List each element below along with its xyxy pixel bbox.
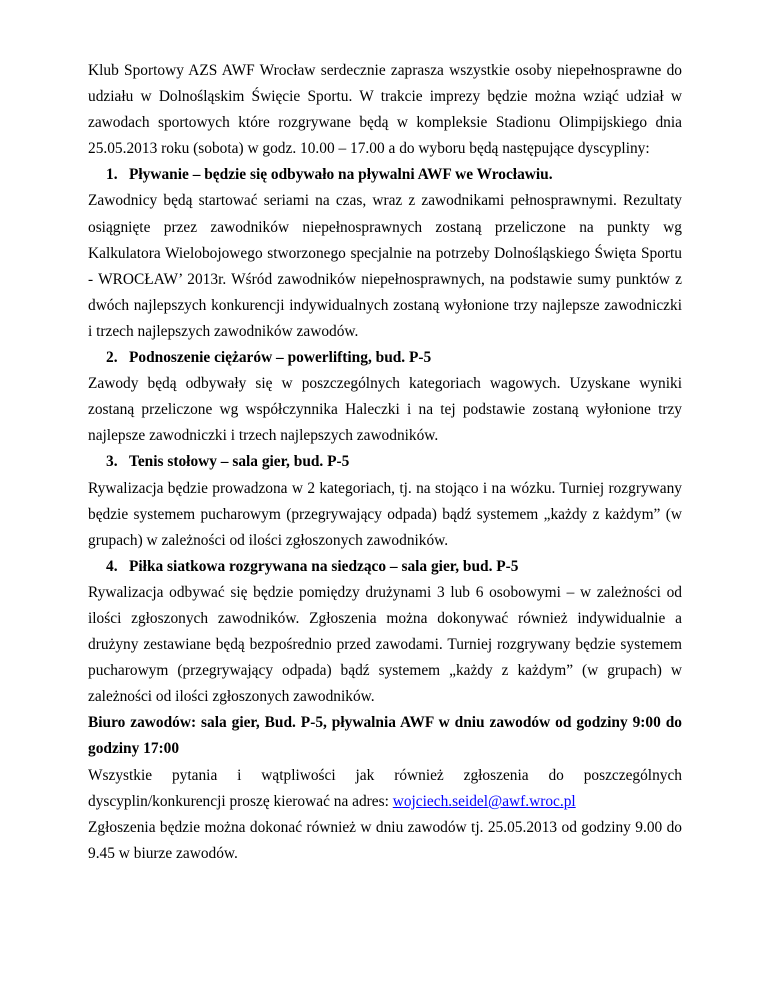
section-number: 4. (106, 557, 118, 575)
section-heading-sitting-volleyball (88, 554, 682, 580)
section-body-table-tennis: Rywalizacja będzie prowadzona w 2 kategoriach, tj. na stojąco i na wózku. Turniej rozgrywany będzie systemem pucharowym (przegrywający odpada) bądź systemem „każdy z każdym” (w grupach) w zależności od ilości zgłoszonych zawodników. (88, 479, 682, 549)
contact-text: Wszystkie pytania i wątpliwości jak również zgłoszenia do poszczególnych dyscyplin/konkurencji proszę kierować na adres: (88, 766, 682, 810)
section-body-powerlifting: Zawody będą odbywały się w poszczególnych kategoriach wagowych. Uzyskane wyniki zostaną przeliczone wg współczynnika Haleczki i na tej podstawie zostaną wyłonione trzy najlepsze zawodniczki i trzech najlepszych zawodników. (88, 375, 682, 445)
section-number: 2. (106, 349, 118, 367)
section-number: 3. (106, 453, 118, 471)
section-heading-powerlifting (88, 345, 682, 371)
section-title: Tenis stołowy – sala gier, bud. P-5 (129, 453, 350, 471)
document-page (88, 58, 682, 867)
section-body-swimming: Zawodnicy będą startować seriami na czas, wraz z zawodnikami pełnosprawnymi. Rezultaty osiągnięte przez zawodników niepełnosprawnych zostaną przeliczone na punkty wg Kalkulatora Wielobojowego stworzonego specjalnie na potrzeby Dolnośląskiego Święta Sportu - WROCŁAW’ 2013r. Wśród zawodników niepełnosprawnych, na podstawie sumy punktów z dwóch najlepszych konkurencji indywidualnych zostaną wyłonione trzy najlepsze zawodniczki i trzech najlepszych zawodników zawodów. (88, 192, 682, 340)
intro-paragraph: Klub Sportowy AZS AWF Wrocław serdecznie zaprasza wszystkie osoby niepełnosprawne do udziału w Dolnośląskim Święcie Sportu. W trakcie imprezy będzie można wziąć udział w zawodach sportowych które rozgrywane będą w kompleksie Stadionu Olimpijskiego dnia 25.05.2013 roku (sobota) w godz. 10.00 – 17.00 a do wyboru będą następujące dyscypliny: (88, 62, 682, 158)
section-title: Pływanie – będzie się odbywało na pływalni AWF we Wrocławiu. (129, 166, 553, 184)
section-heading-swimming (88, 162, 682, 188)
closing-paragraph: Zgłoszenia będzie można dokonać również w dniu zawodów tj. 25.05.2013 od godziny 9.00 do 9.45 w biurze zawodów. (88, 818, 682, 862)
competition-office-info: Biuro zawodów: sala gier, Bud. P-5, pływalnia AWF w dniu zawodów od godziny 9:00 do godziny 17:00 (88, 714, 682, 758)
section-body-sitting-volleyball: Rywalizacja odbywać się będzie pomiędzy drużynami 3 lub 6 osobowymi – w zależności od ilości zgłoszonych zawodników. Zgłoszenia można dokonywać również indywidualnie a drużyny zestawiane będą bezpośrednio przed zawodami. Turniej rozgrywany będzie systemem pucharowym (przegrywający odpada) bądź systemem „każdy z każdym” (w grupach) w zależności od ilości zgłoszonych zawodników. (88, 583, 682, 706)
contact-email-link[interactable]: wojciech.seidel@awf.wroc.pl (392, 792, 576, 810)
section-title: Piłka siatkowa rozgrywana na siedząco – sala gier, bud. P-5 (129, 557, 519, 575)
contact-paragraph (88, 763, 682, 815)
section-heading-table-tennis (88, 449, 682, 475)
section-number: 1. (106, 166, 118, 184)
section-title: Podnoszenie ciężarów – powerlifting, bud. P-5 (129, 349, 432, 367)
